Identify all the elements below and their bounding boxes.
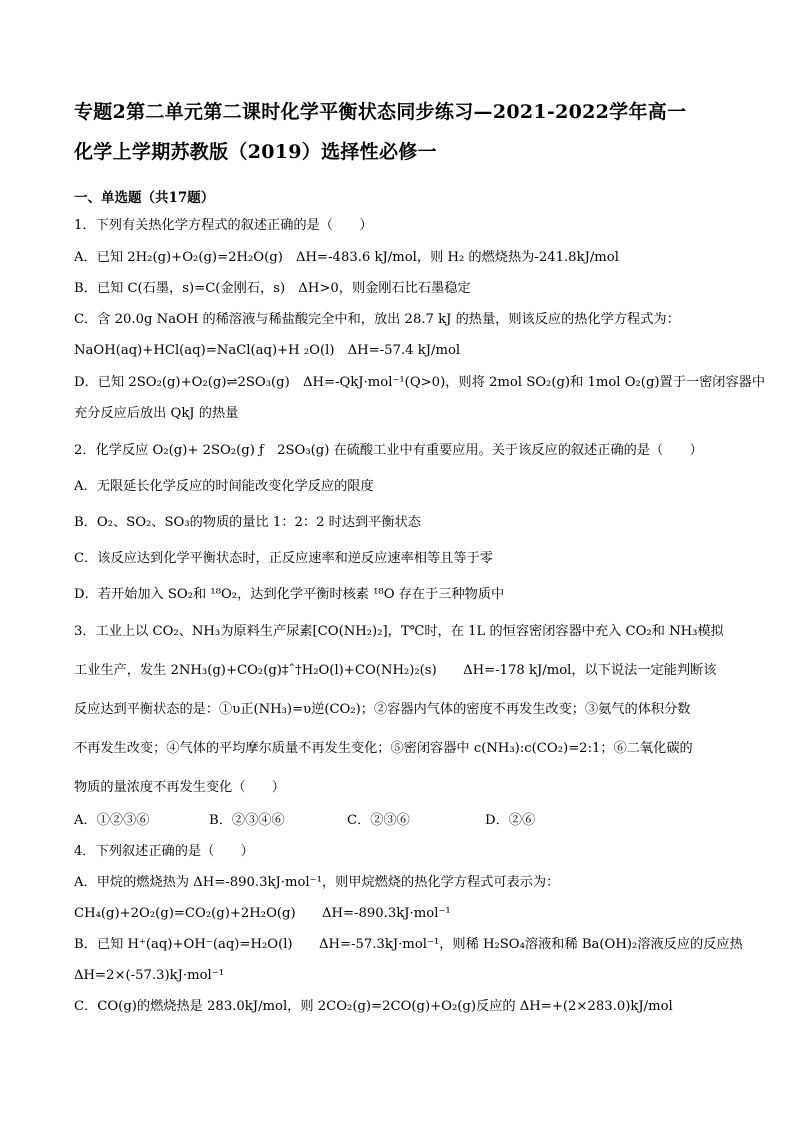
q3-line-5: 物质的量浓度不再发生变化（ ） — [74, 780, 285, 795]
q1-stem: 1．下列有关热化学方程式的叙述正确的是（ ） — [74, 218, 373, 233]
q3-option-c: C．②③⑥ — [347, 813, 410, 828]
q3-line-3: 反应达到平衡状态的是：①υ正(NH₃)=υ逆(CO₂)；②容器内气体的密度不再发生改变；③氨气的体积分数 — [74, 702, 691, 717]
q1-option-b: B．已知 C(石墨，s)=C(金刚石，s) ΔH>0，则金刚石比石墨稳定 — [74, 281, 471, 296]
q4-stem: 4．下列叙述正确的是（ ） — [74, 844, 254, 859]
q3-option-a: A．①②③⑥ — [74, 813, 150, 828]
q2-option-a: A．无限延长化学反应的时间能改变化学反应的限度 — [74, 479, 374, 494]
q1-option-a: A．已知 2H₂(g)+O₂(g)=2H₂O(g) ΔH=-483.6 kJ/mol，则 H₂ 的燃烧热为-241.8kJ/mol — [74, 250, 619, 265]
q3-option-d: D．②⑥ — [485, 813, 536, 828]
q3-option-b: B．②③④⑥ — [209, 813, 285, 828]
q4-option-a-line2: CH₄(g)+2O₂(g)=CO₂(g)+2H₂O(g) ΔH=-890.3kJ·mol⁻¹ — [74, 906, 451, 921]
title-line-1: 专题2第二单元第二课时化学平衡状态同步练习—2021-2022学年高一 — [74, 101, 687, 123]
section-heading: 一、单选题（共17题） — [74, 190, 215, 206]
title-line-2: 化学上学期苏教版（2019）选择性必修一 — [74, 141, 437, 163]
q4-option-c: C．CO(g)的燃烧热是 283.0kJ/mol，则 2CO₂(g)=2CO(g)+O₂(g)反应的 ΔH=+(2×283.0)kJ/mol — [74, 999, 673, 1014]
q1-option-d-line1: D．已知 2SO₂(g)+O₂(g)⇌2SO₃(g) ΔH=-QkJ·mol⁻¹(Q>0)，则将 2mol SO₂(g)和 1mol O₂(g)置于一密闭容器中 — [74, 375, 766, 390]
q3-line-4: 不再发生改变；④气体的平均摩尔质量不再发生变化；⑤密闭容器中 c(NH₃):c(CO₂)=2:1；⑥二氧化碳的 — [74, 741, 693, 756]
q1-option-c-line2: NaOH(aq)+HCl(aq)=NaCl(aq)+H ₂O(l) ΔH=-57.4 kJ/mol — [74, 343, 461, 358]
q2-option-c: C．该反应达到化学平衡状态时，正反应速率和逆反应速率相等且等于零 — [74, 551, 493, 566]
q2-option-d: D．若开始加入 SO₂和 ¹⁸O₂，达到化学平衡时核素 ¹⁸O 存在于三种物质中 — [74, 587, 505, 602]
q1-option-d-line2: 充分反应后放出 QkJ 的热量 — [74, 406, 239, 421]
document-title — [74, 92, 734, 172]
q2-stem: 2．化学反应 O₂(g)+ 2SO₂(g) ƒ 2SO₃(g) 在硫酸工业中有重要应用。关于该反应的叙述正确的是（ ） — [74, 443, 703, 458]
q3-line-2: 工业生产，发生 2NH₃(g)+CO₂(g)‡ˆ†H₂O(l)+CO(NH₂)₂(s) ΔH=-178 kJ/mol，以下说法一定能判断该 — [74, 663, 717, 678]
q4-option-b-line1: B．已知 H⁺(aq)+OH⁻(aq)=H₂O(l) ΔH=-57.3kJ·mol⁻¹，则稀 H₂SO₄溶液和稀 Ba(OH)₂溶液反应的反应热 — [74, 937, 743, 952]
q4-option-a-line1: A．甲烷的燃烧热为 ΔH=-890.3kJ·mol⁻¹，则甲烷燃烧的热化学方程式可表示为： — [74, 875, 560, 890]
q2-option-b: B．O₂、SO₂、SO₃的物质的量比 1：2：2 时达到平衡状态 — [74, 515, 421, 530]
q1-option-c-line1: C．含 20.0g NaOH 的稀溶液与稀盐酸完全中和，放出 28.7 kJ 的热量，则该反应的热化学方程式为： — [74, 312, 680, 327]
q3-line-1: 3．工业上以 CO₂、NH₃为原料生产尿素[CO(NH₂)₂]，T℃时，在 1L 的恒容密闭容器中充入 CO₂和 NH₃模拟 — [74, 624, 724, 639]
q4-option-b-line2: ΔH=2×(-57.3)kJ·mol⁻¹ — [74, 968, 225, 983]
